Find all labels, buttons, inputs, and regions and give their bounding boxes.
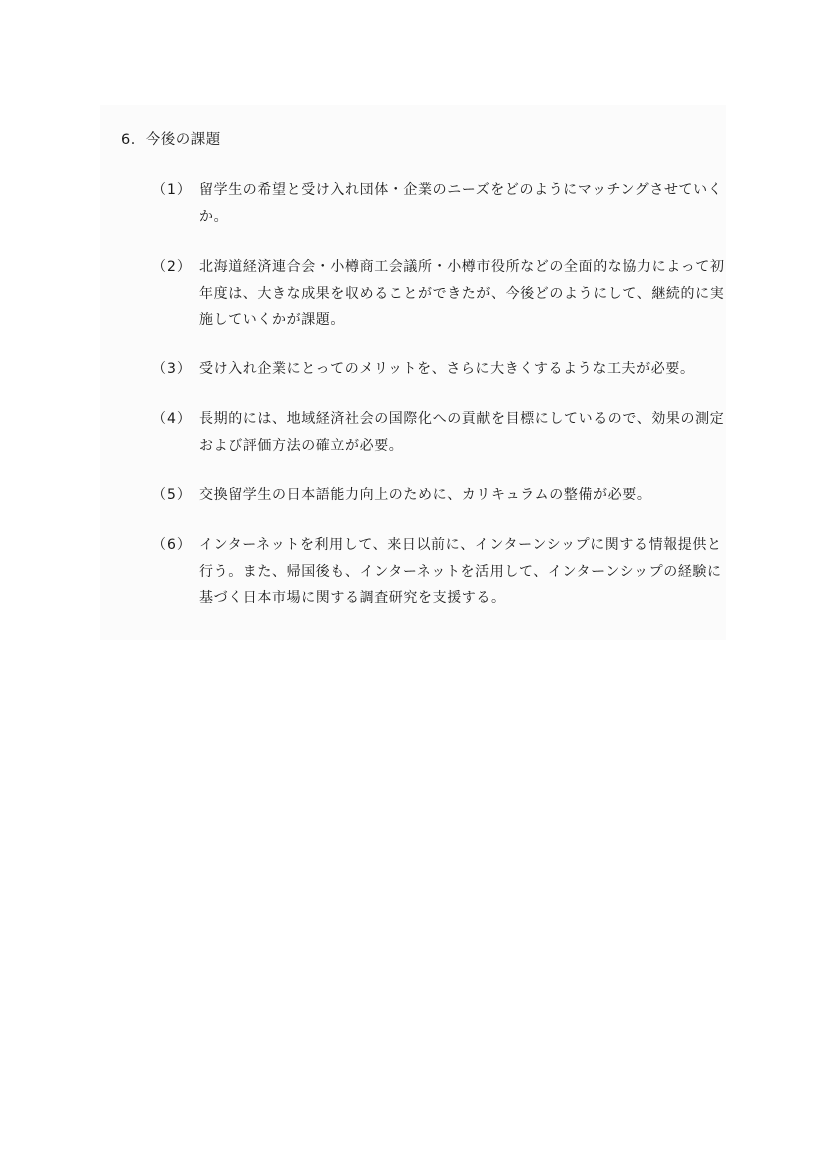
item-number: （6） [152, 537, 192, 553]
list-item [152, 254, 727, 334]
list-item [152, 356, 727, 383]
item-number: （2） [152, 259, 192, 275]
item-text: 交換留学生の日本語能力向上のために、カリキュラムの整備が必要。 [199, 487, 652, 503]
item-text: インターネットを利用して、来日以前に、インターンシップに関する情報提供と行う。また、帰国後も、インターネットを活用して、インターンシップの経験に基づく日本市場に関する調査研究を支援する。 [199, 537, 722, 606]
item-number: （1） [152, 182, 192, 198]
item-number: （5） [152, 487, 192, 503]
item-text: 北海道経済連合会・小樽商工会議所・小樽市役所などの全面的な協力によって初年度は、大きな成果を収めることができたが、今後どのようにして、継続的に実施していくかが課題。 [199, 259, 725, 328]
section-heading: 6．今後の課題 [121, 132, 221, 148]
item-text: 長期的には、地域経済社会の国際化への貢献を目標にしているので、効果の測定および評価方法の確立が必要。 [199, 411, 725, 454]
list-item [152, 177, 727, 230]
list-item [152, 406, 727, 459]
item-number: （3） [152, 361, 192, 377]
item-text: 受け入れ企業にとってのメリットを、さらに大きくするような工夫が必要。 [199, 361, 695, 377]
item-number: （4） [152, 411, 192, 427]
item-text: 留学生の希望と受け入れ団体・企業のニーズをどのようにマッチングさせていくか。 [199, 182, 723, 225]
list-item [152, 482, 727, 509]
list-item [152, 532, 727, 612]
